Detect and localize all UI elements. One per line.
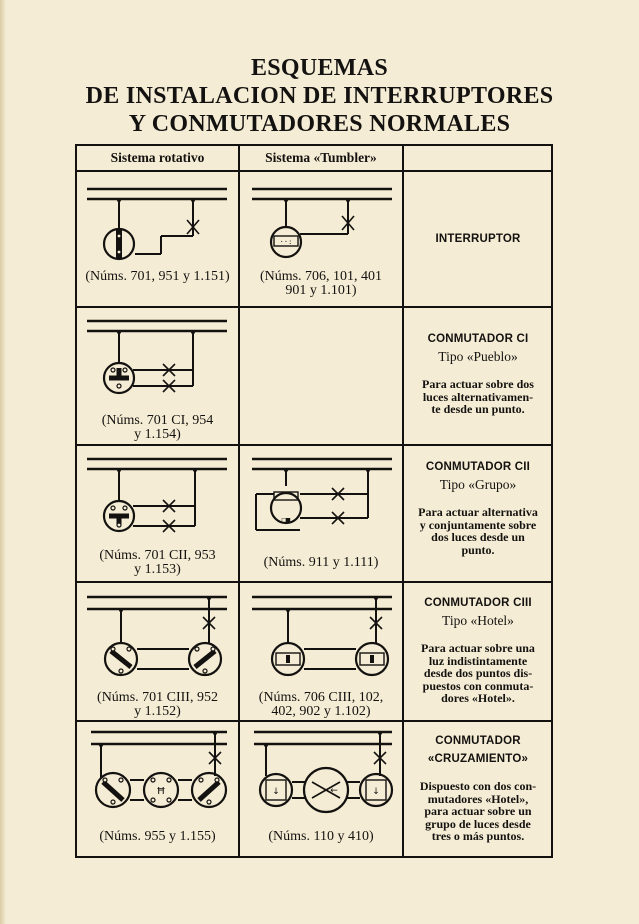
title-line-2: DE INSTALACION DE INTERRUPTORES xyxy=(85,83,554,109)
row5-description xyxy=(404,732,552,843)
svg-text:↓: ↓ xyxy=(272,787,280,797)
row4-rotary-caption xyxy=(77,691,238,719)
title-line-1: ESQUEMAS xyxy=(250,55,389,81)
row5-subtitle: «CRUZAMIENTO» xyxy=(427,753,529,765)
text-line: y conjuntamente sobre xyxy=(419,517,537,532)
page-title xyxy=(0,54,639,138)
caption-line: (Núms. 955 y 1.155) xyxy=(99,829,216,844)
text-line: puestos con conmuta- xyxy=(422,678,534,693)
caption-line: (Núms. 706 CIII, 102, xyxy=(258,690,384,705)
row3-tumbler-cell xyxy=(240,446,402,581)
text-line: grupo de luces desde xyxy=(425,816,531,831)
row1-tumbler-caption xyxy=(240,270,402,298)
caption-line: (Núms. 701 CII, 953 xyxy=(99,548,216,563)
text-line: para actuar sobre un xyxy=(424,804,532,818)
text-line: dores «Hotel». xyxy=(441,691,515,705)
text-line: Dispuesto con dos con- xyxy=(419,779,537,793)
caption-line: (Núms. 911 y 1.111) xyxy=(263,555,379,570)
caption-line: 901 y 1.101) xyxy=(285,283,357,298)
row4-description xyxy=(404,594,552,705)
row2-rotary-cell xyxy=(77,308,238,444)
svg-text:··:: ··: xyxy=(279,238,293,246)
row3-rotary-caption xyxy=(77,549,238,577)
row2-text xyxy=(404,378,552,416)
text-line: desde dos puntos dis- xyxy=(423,666,533,680)
row1-title: INTERRUPTOR xyxy=(435,233,521,245)
row1-rotary-cell xyxy=(77,172,238,306)
caption-line: (Núms. 701 CI, 954 xyxy=(101,413,214,428)
svg-text:□■: □■ xyxy=(281,516,291,524)
caption-line: (Núms. 110 y 410) xyxy=(268,829,374,844)
svg-text:←: ← xyxy=(330,786,338,796)
title-line-3: Y CONMUTADORES NORMALES xyxy=(128,111,511,137)
text-line: te desde un punto. xyxy=(431,402,525,416)
row3-description xyxy=(404,458,552,556)
row4-subtitle: Tipo «Hotel» xyxy=(442,613,514,628)
text-line: dos luces desde un xyxy=(431,530,525,544)
caption-line: y 1.152) xyxy=(134,704,181,719)
text-line: mutadores «Hotel», xyxy=(427,791,529,806)
row1-tumbler-cell xyxy=(240,172,402,306)
row4-tumbler-cell xyxy=(240,583,402,720)
text-line: punto. xyxy=(461,542,495,557)
row4-rotary-cell xyxy=(77,583,238,720)
row3-tumbler-caption xyxy=(240,556,402,570)
row5-tumbler-caption xyxy=(240,830,402,844)
caption-line: 402, 902 y 1.102) xyxy=(271,704,371,719)
caption-line: (Núms. 701 CIII, 952 xyxy=(97,690,218,705)
row5-title: CONMUTADOR xyxy=(435,735,521,747)
row2-subtitle: Tipo «Pueblo» xyxy=(438,349,518,364)
row2-tumbler-cell-empty xyxy=(240,308,402,444)
row2-title: CONMUTADOR CI xyxy=(427,333,529,345)
header-tumbler-system: Sistema «Tumbler» xyxy=(265,150,377,165)
row1-description xyxy=(404,230,552,248)
text-line: Para actuar sobre dos xyxy=(422,377,534,391)
row4-tumbler-caption xyxy=(240,691,402,719)
svg-text:Ħ: Ħ xyxy=(156,786,166,797)
text-line: tres o más puntos. xyxy=(431,829,525,843)
schemes-table xyxy=(75,144,553,858)
text-line: luces alternativamen- xyxy=(422,389,534,404)
text-line: luz indistintamente xyxy=(428,653,528,668)
caption-line: (Núms. 706, 101, 401 xyxy=(259,269,383,284)
caption-line: (Núms. 701, 951 y 1.151) xyxy=(85,269,230,284)
caption-line: y 1.153) xyxy=(134,562,181,577)
row3-title: CONMUTADOR CII xyxy=(425,461,531,473)
row5-rotary-caption xyxy=(77,830,238,844)
row5-tumbler-cell xyxy=(240,722,402,858)
page-edge xyxy=(0,0,6,924)
row3-subtitle: Tipo «Grupo» xyxy=(439,477,517,492)
text-line: Para actuar sobre una xyxy=(421,641,535,655)
row3-rotary-cell xyxy=(77,446,238,581)
row3-text xyxy=(404,506,552,556)
row5-rotary-cell xyxy=(77,722,238,858)
row1-rotary-caption xyxy=(77,270,238,284)
text-line: Para actuar alternativa xyxy=(418,505,538,519)
svg-text:↓: ↓ xyxy=(372,787,380,797)
row4-text xyxy=(404,642,552,705)
caption-line: y 1.154) xyxy=(134,427,181,442)
row5-text xyxy=(404,780,552,843)
header-rotary-system: Sistema rotativo xyxy=(110,150,205,165)
row2-rotary-caption xyxy=(77,414,238,442)
row1-rotary-diagram xyxy=(77,172,238,306)
row2-description xyxy=(404,330,552,416)
row4-title: CONMUTADOR CIII xyxy=(424,597,532,609)
